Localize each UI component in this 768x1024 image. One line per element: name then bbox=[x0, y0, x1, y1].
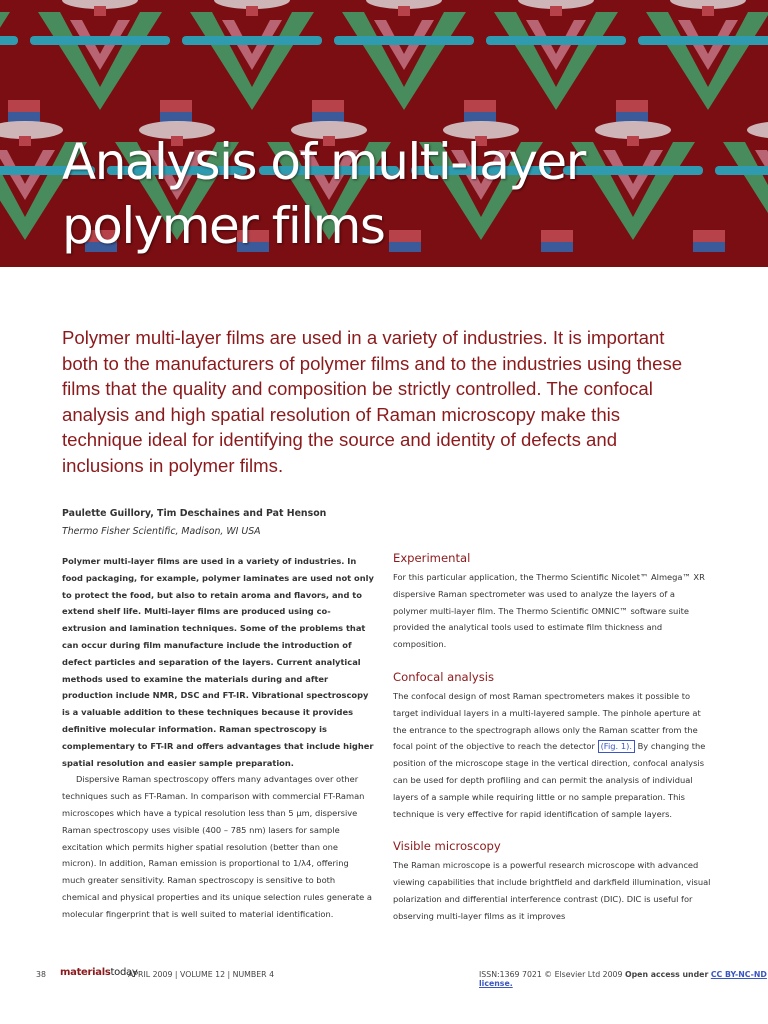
lead-paragraph: Polymer multi-layer films are used in a variety of industries. It is important both to the manufacturers of polymer films and to the industries using these films that the quality and composition be strictly controlled. The confocal analysis and high spatial resolution of Raman microscopy make this technique ideal for identifying the source and identity of defects and inclusions in polymer films. bbox=[62, 327, 683, 476]
title-line-1: Analysis of multi-layer bbox=[62, 133, 585, 191]
visible-microscopy-text: The Raman microscope is a powerful research microscope with advanced viewing capabilities that include brightfield and darkfield illumination, visual polarization and differential interference contrast (DIC). DIC is useful for observing multi-layer films as it improves bbox=[393, 860, 711, 921]
pattern-stem bbox=[246, 6, 258, 16]
pattern-stage-bar bbox=[334, 36, 474, 45]
pattern-stage-bar bbox=[638, 36, 768, 45]
experimental-text: For this particular application, the Thermo Scientific Nicolet™ Almega™ XR dispersive Raman spectrometer was used to analyze the layers of a polymer multi-layer film. The Thermo Scientific OMNIC™ software suite provided the analytical tools used to estimate film thickness and composition. bbox=[393, 572, 705, 650]
license-link[interactable]: CC BY-NC-ND license. bbox=[479, 970, 767, 988]
pattern-base-block bbox=[474, 100, 496, 112]
pattern-base-block bbox=[18, 112, 40, 122]
header-banner bbox=[0, 0, 768, 267]
pattern-base-block bbox=[474, 112, 496, 122]
issn-text: ISSN:1369 7021 © Elsevier Ltd 2009 bbox=[479, 970, 623, 979]
logo-bold: materials bbox=[60, 967, 111, 978]
page-footer bbox=[0, 966, 768, 986]
confocal-text bbox=[393, 688, 711, 822]
pattern-stem bbox=[19, 136, 31, 146]
pattern-base-block bbox=[170, 112, 192, 122]
pattern-v-shape bbox=[0, 12, 10, 110]
pattern-stem bbox=[398, 6, 410, 16]
confocal-text-b: By changing the position of the microscope stage in the vertical direction, confocal analysis can be used for depth profiling and can permit the analysis of individual layers of a sample while requiring little or no sample preparation. This technique is very effective for rapid identification of sample layers. bbox=[393, 741, 706, 819]
page-number: 38 bbox=[36, 970, 46, 979]
section-heading-experimental: Experimental bbox=[393, 551, 471, 565]
title-line-2: polymer films bbox=[62, 197, 385, 255]
pattern-base-block bbox=[322, 100, 344, 112]
issue-info: APRIL 2009 | VOLUME 12 | NUMBER 4 bbox=[128, 970, 275, 979]
pattern-stem bbox=[627, 136, 639, 146]
pattern-base-block bbox=[170, 100, 192, 112]
pattern-stem bbox=[94, 6, 106, 16]
left-column bbox=[62, 553, 374, 923]
pattern-base-block bbox=[626, 112, 648, 122]
journal-logo bbox=[60, 967, 137, 978]
intro-paragraph: Polymer multi-layer films are used in a variety of industries. In food packaging, for example, polymer laminates are used not only to protect the food, but also to retain aroma and flavors, and to extend shelf life. Multi-layer films are produced using co-extrusion and lamination techniques. Some of the problems that can occur during film manufacture include the introduction of defect particles and separation of the layers. Current analytical methods used to examine the materials during and after production include NMR, DSC and FT-IR. Vibrational spectroscopy is a valuable addition to these techniques because it provides definitive molecular information. Raman spectroscopy is complementary to FT-IR and offers advantages that include higher spatial resolution and easier sample preparation. bbox=[62, 556, 374, 768]
pattern-base-block bbox=[626, 100, 648, 112]
pattern-stage-bar bbox=[0, 36, 18, 45]
open-access-text: Open access under bbox=[624, 970, 709, 979]
pattern-base-block bbox=[322, 112, 344, 122]
pattern-dish bbox=[0, 121, 63, 139]
confocal-text-a: The confocal design of most Raman spectrometers makes it possible to target individual layers in a multi-layered sample. The pinhole aperture at the entrance to the spectrograph allows only the Raman scatter from the focal point of the objective to reach the detector bbox=[393, 690, 701, 752]
pattern-stem bbox=[550, 6, 562, 16]
pattern-base-block bbox=[18, 100, 40, 112]
pattern-stage-bar bbox=[30, 36, 170, 45]
pattern-stage-bar bbox=[182, 36, 322, 45]
right-column bbox=[393, 549, 711, 925]
logo-rest: today bbox=[110, 967, 138, 978]
pattern-base-block bbox=[703, 230, 725, 242]
pattern-stage-bar bbox=[486, 36, 626, 45]
figure-link[interactable]: (Fig. 1). bbox=[598, 740, 635, 753]
pattern-base-block bbox=[703, 242, 725, 252]
authors: Paulette Guillory, Tim Deschaines and Pat Henson bbox=[62, 508, 327, 519]
pattern-dish bbox=[747, 121, 768, 139]
pattern-stem bbox=[702, 6, 714, 16]
section-heading-visible-microscopy: Visible microscopy bbox=[393, 839, 501, 854]
copyright-line bbox=[479, 970, 768, 988]
affiliation: Thermo Fisher Scientific, Madison, WI USA bbox=[62, 526, 261, 537]
body-paragraph: Dispersive Raman spectroscopy offers many advantages over other techniques such as FT-Raman. In comparison with commercial FT-Raman microscopes which have a typical resolution less than 5 µm, dispersive Raman spectroscopy uses visible (400 – 785 nm) lasers for sample excitation which permits higher spatial resolution (better than one micron). In addition, Raman emission is proportional to 1/λ4, offering much greater sensitivity. Raman spectroscopy is sensitive to both chemical and physical properties and its unique selection rules generate a molecular fingerprint that is well suited to material identification. bbox=[62, 774, 372, 919]
article-title bbox=[62, 130, 585, 258]
pattern-stage-bar bbox=[715, 166, 768, 175]
section-heading-confocal: Confocal analysis bbox=[393, 669, 495, 684]
